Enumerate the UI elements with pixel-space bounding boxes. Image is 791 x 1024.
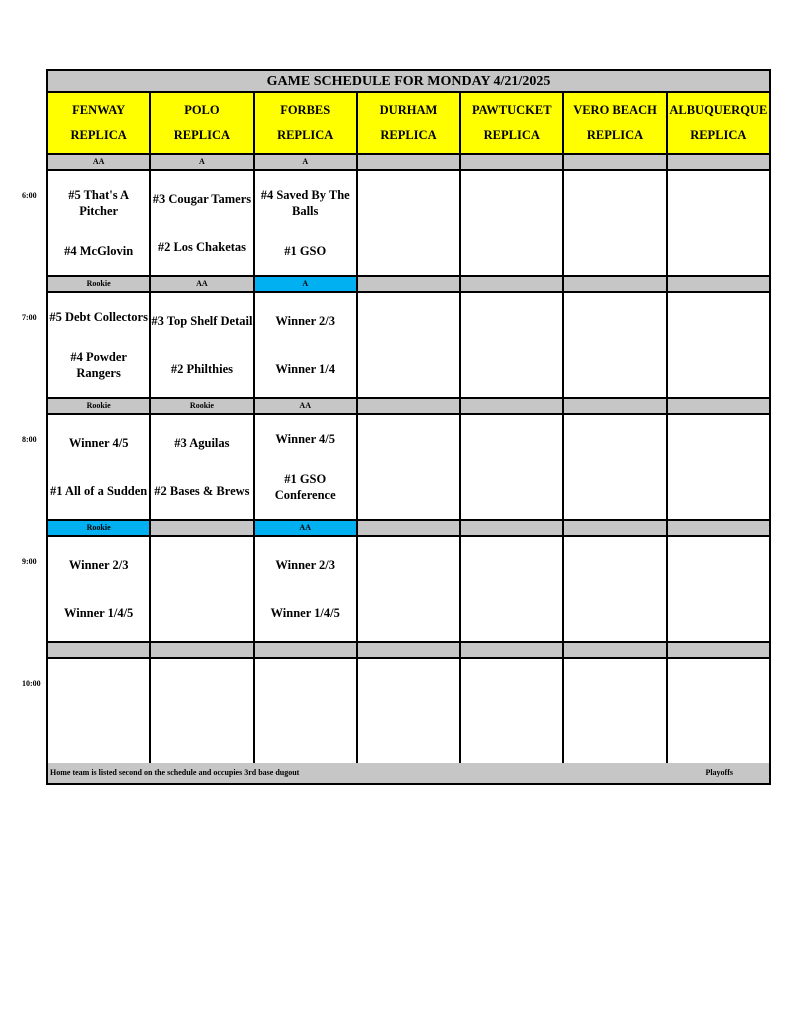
division-label: Rookie [48, 399, 151, 413]
game-cell [48, 415, 151, 519]
game-cell [255, 171, 358, 275]
playoffs-label: Playoffs [705, 768, 733, 777]
schedule-table [46, 69, 771, 785]
game-cell [358, 415, 461, 519]
division-label [461, 521, 564, 535]
time-label: 9:00 [22, 557, 37, 566]
game-cell [668, 537, 769, 641]
game-cell [48, 171, 151, 275]
home-team: Winner 1/4/5 [63, 606, 134, 620]
away-team: #5 Debt Collectors [49, 310, 148, 324]
home-team-note: Home team is listed second on the schedule and occupies 3rd base dugout [50, 768, 300, 777]
division-row [48, 277, 769, 293]
field-subtitle: REPLICA [690, 128, 747, 142]
game-cell [564, 293, 667, 397]
away-team: Winner 4/5 [275, 432, 336, 446]
division-label: AA [48, 155, 151, 169]
game-cell [358, 171, 461, 275]
division-label [358, 521, 461, 535]
division-label [564, 155, 667, 169]
game-cell [358, 537, 461, 641]
home-team: #2 Bases & Brews [154, 484, 250, 498]
schedule-footer [48, 763, 769, 783]
game-cell [48, 537, 151, 641]
field-header-vero-beach [564, 93, 667, 153]
division-label [358, 155, 461, 169]
away-team: #3 Aguilas [174, 436, 230, 450]
time-label: 8:00 [22, 435, 37, 444]
game-cell [668, 171, 769, 275]
game-cell [255, 537, 358, 641]
division-label [151, 643, 254, 657]
field-subtitle: REPLICA [173, 128, 231, 142]
game-cell [564, 171, 667, 275]
division-label [668, 643, 769, 657]
field-header-fenway [48, 93, 151, 153]
field-header-row [48, 93, 769, 155]
time-slot-row [48, 537, 769, 643]
division-label [564, 399, 667, 413]
away-team: #5 That's A Pitcher [68, 188, 130, 218]
time-slot-row [48, 659, 769, 765]
game-cell [564, 659, 667, 763]
game-cell [461, 415, 564, 519]
game-cell [461, 293, 564, 397]
home-team: #2 Philthies [170, 362, 233, 376]
game-cell [358, 293, 461, 397]
division-label: Rookie [48, 521, 151, 535]
game-cell [564, 415, 667, 519]
time-label: 6:00 [22, 191, 37, 200]
away-team: Winner 2/3 [68, 558, 129, 572]
division-label [255, 643, 358, 657]
home-team: #4 Powder Rangers [70, 350, 127, 380]
field-name: FORBES [280, 103, 331, 117]
game-cell [255, 415, 358, 519]
game-cell [151, 293, 254, 397]
field-name: VERO BEACH [573, 103, 657, 117]
division-row [48, 521, 769, 537]
field-subtitle: REPLICA [586, 128, 644, 142]
game-cell [358, 659, 461, 763]
division-label: A [151, 155, 254, 169]
division-label: Rookie [151, 399, 254, 413]
division-label [668, 277, 769, 291]
time-slot-row [48, 415, 769, 521]
field-header-durham [358, 93, 461, 153]
division-label [564, 277, 667, 291]
field-subtitle: REPLICA [70, 128, 127, 142]
division-label: A [255, 155, 358, 169]
division-row [48, 399, 769, 415]
game-cell [151, 659, 254, 763]
away-team: Winner 4/5 [68, 436, 129, 450]
game-cell [48, 659, 151, 763]
field-subtitle: REPLICA [483, 128, 540, 142]
division-label [151, 521, 254, 535]
field-header-pawtucket [461, 93, 564, 153]
division-label [668, 155, 769, 169]
home-team: Winner 1/4 [275, 362, 336, 376]
game-cell [668, 293, 769, 397]
division-label [668, 399, 769, 413]
game-cell [461, 537, 564, 641]
division-label [48, 643, 151, 657]
field-name: PAWTUCKET [471, 103, 552, 117]
division-label [358, 643, 461, 657]
division-row [48, 155, 769, 171]
home-team: #1 GSO Conference [274, 472, 336, 502]
game-cell [151, 537, 254, 641]
field-name: ALBUQUERQUE [669, 103, 768, 117]
schedule-title: GAME SCHEDULE FOR MONDAY 4/21/2025 [48, 71, 769, 93]
home-team: #1 GSO [284, 244, 327, 258]
field-subtitle: REPLICA [277, 128, 334, 142]
away-team: #4 Saved By The Balls [260, 188, 350, 218]
time-label: 10:00 [22, 679, 41, 688]
division-label [461, 399, 564, 413]
field-header-albuquerque [668, 93, 769, 153]
game-cell [564, 537, 667, 641]
field-name: FENWAY [72, 103, 126, 117]
field-name: POLO [184, 103, 220, 117]
division-label [358, 399, 461, 413]
time-label: 7:00 [22, 313, 37, 322]
game-cell [255, 293, 358, 397]
game-cell [255, 659, 358, 763]
division-label: Rookie [48, 277, 151, 291]
game-cell [48, 293, 151, 397]
home-team: Winner 1/4/5 [270, 606, 340, 620]
division-label: AA [255, 399, 358, 413]
division-label [668, 521, 769, 535]
home-team: #4 McGlovin [64, 244, 134, 258]
division-label [358, 277, 461, 291]
division-label [461, 155, 564, 169]
home-team: #1 All of a Sudden [50, 484, 148, 498]
field-subtitle: REPLICA [380, 128, 437, 142]
division-row [48, 643, 769, 659]
game-cell [151, 415, 254, 519]
away-team: Winner 2/3 [275, 558, 336, 572]
division-label: A [255, 277, 358, 291]
division-label [461, 277, 564, 291]
field-header-forbes [255, 93, 358, 153]
time-slot-row [48, 171, 769, 277]
game-cell [151, 171, 254, 275]
home-team: #2 Los Chaketas [157, 240, 247, 254]
division-label [564, 521, 667, 535]
time-slot-row [48, 293, 769, 399]
game-cell [461, 659, 564, 763]
away-team: Winner 2/3 [275, 314, 336, 328]
field-name: DURHAM [379, 103, 438, 117]
division-label: AA [151, 277, 254, 291]
away-team: #3 Top Shelf Detail [151, 314, 253, 328]
field-header-polo [151, 93, 254, 153]
game-cell [461, 171, 564, 275]
division-label: AA [255, 521, 358, 535]
division-label [461, 643, 564, 657]
game-cell [668, 659, 769, 763]
away-team: #3 Cougar Tamers [152, 192, 252, 206]
game-cell [668, 415, 769, 519]
division-label [564, 643, 667, 657]
